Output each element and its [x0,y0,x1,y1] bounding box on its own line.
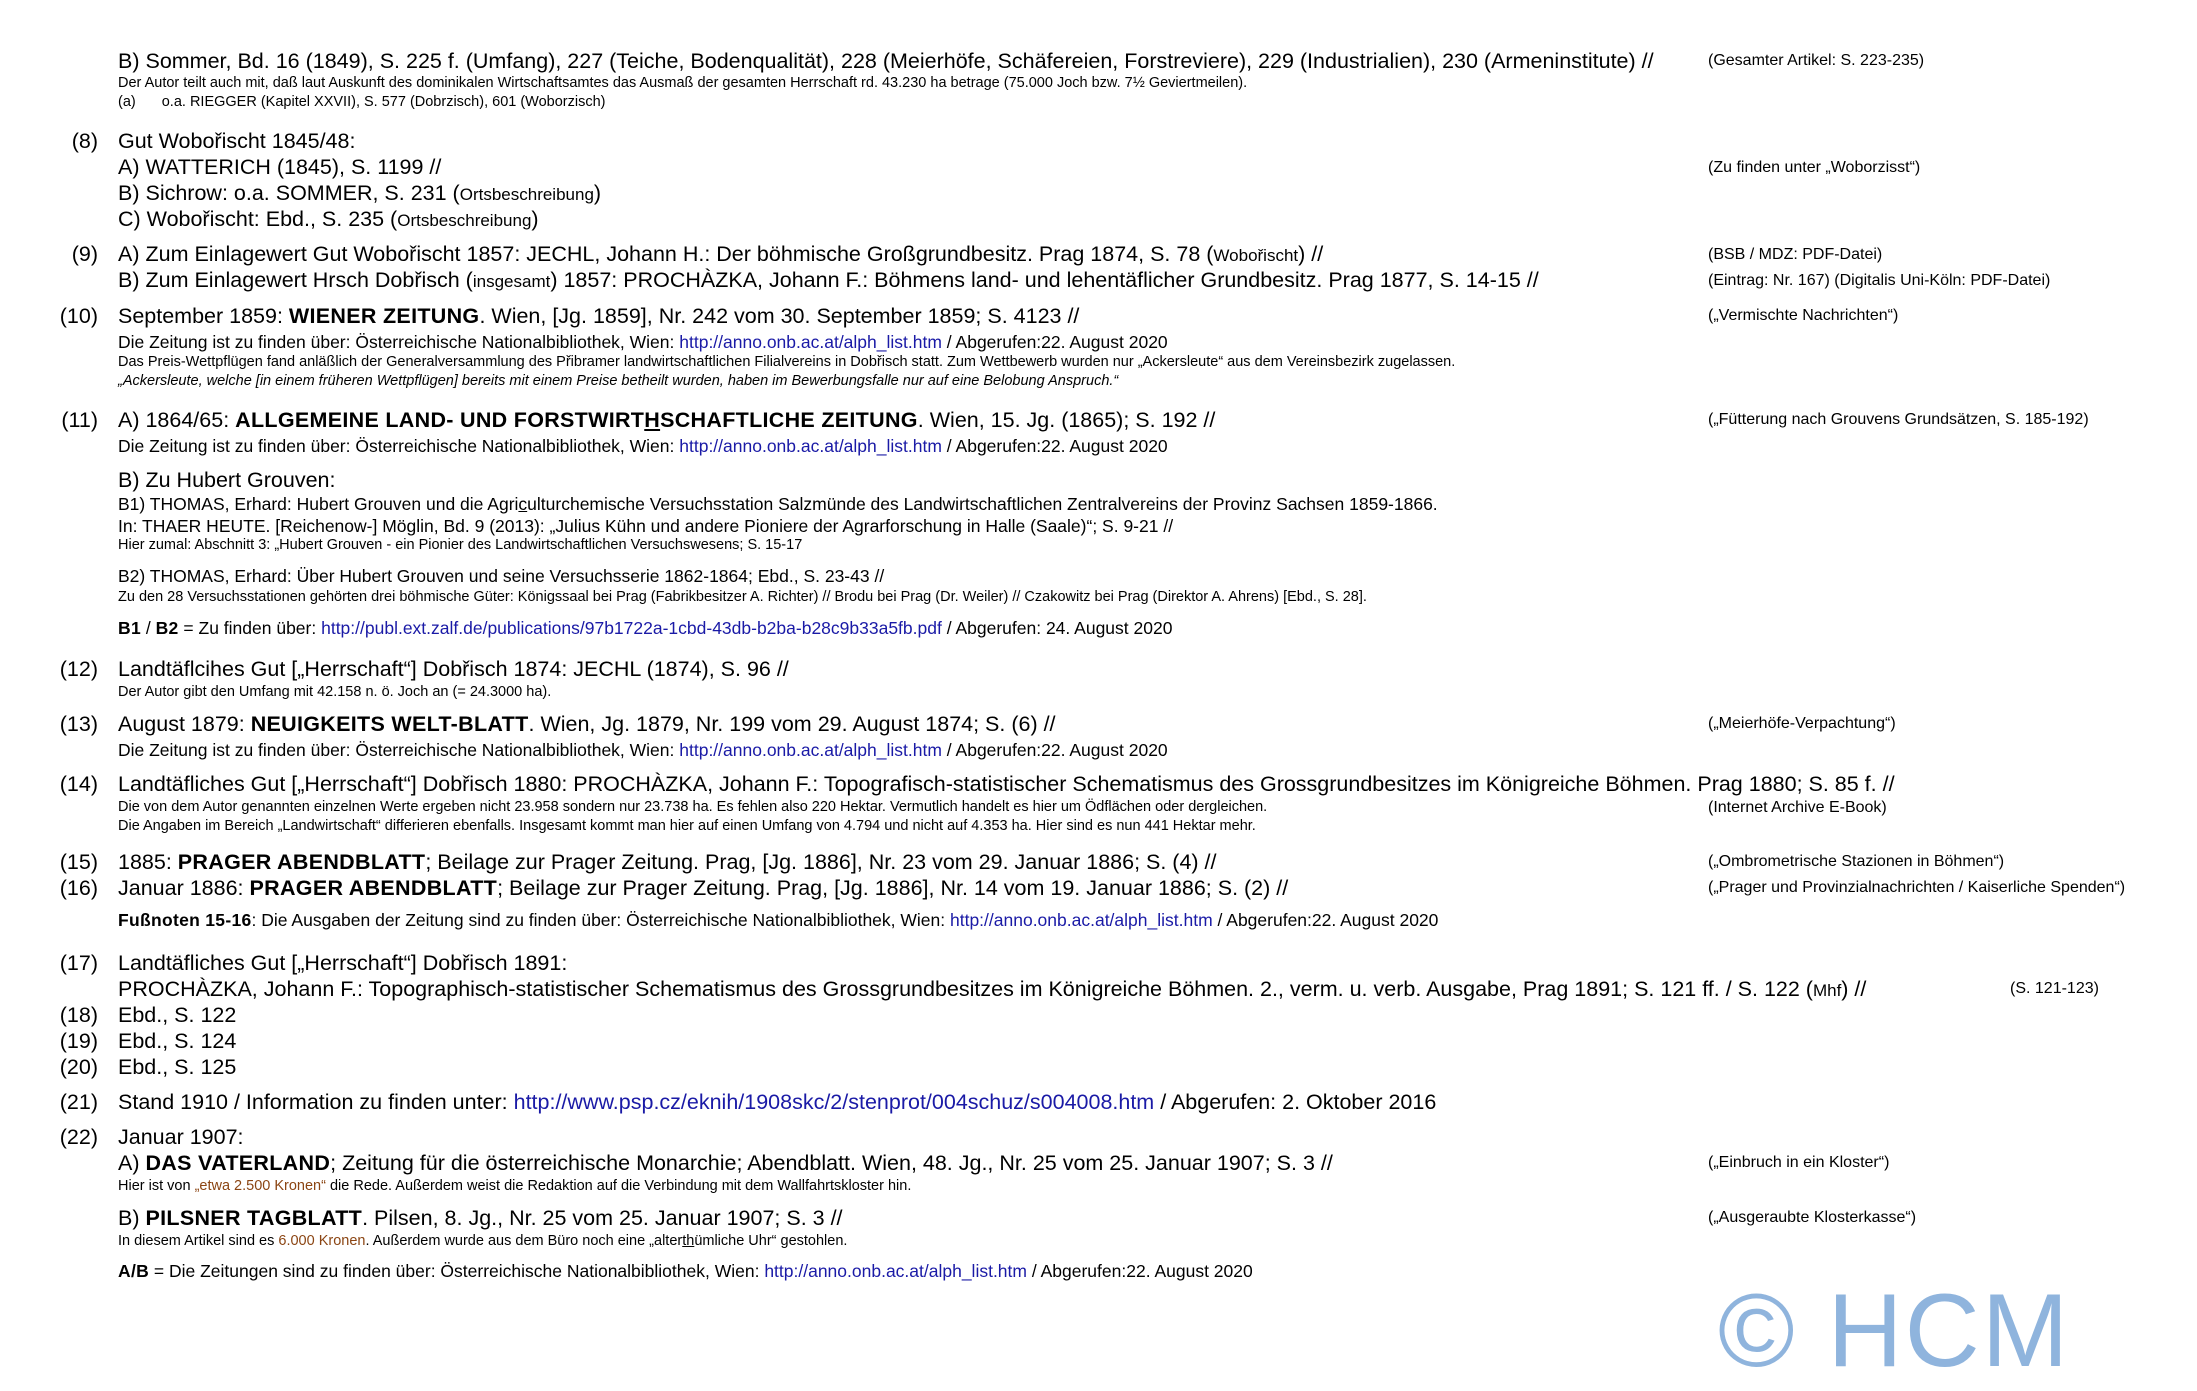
copyright-watermark: © HCM [1718,1273,2071,1389]
footnote-8-b: B) Sichrow: o.a. SOMMER, S. 231 (Ortsbeschreibung) [118,181,602,205]
footnote-13-access: Die Zeitung ist zu finden über: Österreichische Nationalbibliothek, Wien: http://anno.onb.ac.at/alph_list.htm / Abgerufen:22. August 2020 [118,740,1168,760]
anno-link[interactable]: http://anno.onb.ac.at/alph_list.htm [679,332,942,352]
footnote-8-title: Gut Wobořischt 1845/48: [118,129,356,153]
footnote-13-main: August 1879: NEUIGKEITS WELT-BLATT. Wien, Jg. 1879, Nr. 199 vom 29. August 1874; S. (6) // [118,712,1056,736]
footnote-15-note: („Ombrometrische Stazionen in Böhmen“) [1708,853,2005,870]
footnote-12-main: Landtäflcihes Gut [„Herrschaft“] Dobřisch 1874: JECHL (1874), S. 96 // [118,657,789,681]
footnote-11-access: Die Zeitung ist zu finden über: Österreichische Nationalbibliothek, Wien: http://anno.onb.ac.at/alph_list.htm / Abgerufen:22. August 2020 [118,436,1168,456]
footnote-21-main: Stand 1910 / Information zu finden unter: http://www.psp.cz/eknih/1908skc/2/stenprot/004schuz/s004008.htm / Abgerufen: 2. Oktober 2016 [118,1090,1437,1114]
footnote-22-b: B) PILSNER TAGBLATT. Pilsen, 8. Jg., Nr. 25 vom 25. Januar 1907; S. 3 // [118,1206,843,1230]
footnote-12-number: (12) [59,657,98,681]
footnote-14-sub2: Die Angaben im Bereich „Landwirtschaft“ differieren ebenfalls. Insgesamt kommt man hier auf einen Umfang von 4.794 und nicht auf 4.353 ha. Hier sind es nun 441 Hektar mehr. [118,818,1256,834]
footnote-16-note: („Prager und Provinzialnachrichten / Kaiserliche Spenden“) [1708,879,2126,896]
footnote-20-text: Ebd., S. 125 [118,1055,237,1079]
footnote-10-main: September 1859: WIENER ZEITUNG. Wien, [Jg. 1859], Nr. 242 vom 30. September 1859; S. 4123 // [118,304,1080,328]
footnote-9-note-b: (Eintrag: Nr. 167) (Digitalis Uni-Köln: PDF-Datei) [1708,272,2051,289]
footnote-8-c: C) Wobořischt: Ebd., S. 235 (Ortsbeschreibung) [118,207,539,231]
footnote-10-quote: „Ackersleute, welche [in einem früheren Wettpflügen] bereits mit einem Preise betheilt wurden, haben im Bewerbungsfalle nur auf eine Belobung Anspruch.“ [118,373,1119,389]
footnote-10-number: (10) [59,304,98,328]
footnote-18-number: (18) [59,1003,98,1027]
footnote-11-b2: B2) THOMAS, Erhard: Über Hubert Grouven und seine Versuchsserie 1862-1864; Ebd., S. 23-43 // [118,566,885,586]
footnote-22-a: A) DAS VATERLAND; Zeitung für die österreichische Monarchie; Abendblatt. Wien, 48. Jg., Nr. 25 vom 25. Januar 1907; S. 3 // [118,1151,1333,1175]
footnote-11-b1-in: In: THAER HEUTE. [Reichenow-] Möglin, Bd. 9 (2013): „Julius Kühn und andere Pioniere der Agrarforschung in Halle (Saale)“; S. 9-21 // [118,516,1174,536]
footnote-11-a: A) 1864/65: ALLGEMEINE LAND- UND FORSTWIRTHSCHAFTLICHE ZEITUNG. Wien, 15. Jg. (1865); S. 192 // [118,408,1216,432]
footnote-7-sub: Der Autor teilt auch mit, daß laut Auskunft des dominikalen Wirtschaftsamtes das Ausmaß der gesamten Herrschaft rd. 43.230 ha betrage (75.000 Joch bzw. 7½ Geviertmeilen). [118,75,1248,91]
footnote-14-sub1: Die von dem Autor genannten einzelnen Werte ergeben nicht 23.958 sondern nur 23.738 ha. Es fehlen also 220 Hektar. Vermutlich handelt es hier um Ödflächen oder dergleichen. [118,799,1268,815]
footnote-7-note: (Gesamter Artikel: S. 223-235) [1708,52,1925,69]
footnote-22-number: (22) [59,1125,98,1149]
anno-link[interactable]: http://anno.onb.ac.at/alph_list.htm [764,1261,1027,1281]
footnote-17-title: Landtäfliches Gut [„Herrschaft“] Dobřisch 1891: [118,951,568,975]
footnote-22-access: A/B = Die Zeitungen sind zu finden über: Österreichische Nationalbibliothek, Wien: http://anno.onb.ac.at/alph_list.htm / Abgerufen:22. August 2020 [118,1261,1253,1281]
footnote-8-a: A) WATTERICH (1845), S. 1199 // [118,155,442,179]
footnote-11-b2-sub: Zu den 28 Versuchsstationen gehörten drei böhmische Güter: Königssaal bei Prag (Fabrikbesitzer A. Richter) // Brodu bei Prag (Dr. Weiler) // Czakowitz bei Prag (Direktor A. Ahrens) [Ebd., S. 28]. [118,589,1367,605]
footnote-17-main: PROCHÀZKA, Johann F.: Topographisch-statistischer Schematismus des Grossgrundbesitzes im Königreiche Böhmen. 2., verm. u. verb. Ausgabe, Prag 1891; S. 121 ff. / S. 122 (Mhf) // [118,977,1867,1001]
footnote-9-a: A) Zum Einlagewert Gut Wobořischt 1857: JECHL, Johann H.: Der böhmische Großgrundbesitz. Prag 1874, S. 78 (Wobořischt) // [118,242,1324,266]
zalf-link[interactable]: http://publ.ext.zalf.de/publications/97b1722a-1cbd-43db-b2ba-b28c9b33a5fb.pdf [321,618,942,638]
psp-link[interactable]: http://www.psp.cz/eknih/1908skc/2/stenprot/004schuz/s004008.htm [513,1090,1155,1114]
footnote-12-sub: Der Autor gibt den Umfang mit 42.158 n. ö. Joch an (= 24.3000 ha). [118,684,552,700]
footnote-15-main: 1885: PRAGER ABENDBLATT; Beilage zur Prager Zeitung. Prag, [Jg. 1886], Nr. 23 vom 29. Januar 1886; S. (4) // [118,850,1217,874]
footnote-10-note: („Vermischte Nachrichten“) [1708,307,1899,324]
footnote-9-b: B) Zum Einlagewert Hrsch Dobřisch (insgesamt) 1857: PROCHÀZKA, Johann F.: Böhmens land- und lehentäflicher Grundbesitz. Prag 1877, S. 14-15 // [118,268,1539,292]
footnote-14-note: (Internet Archive E-Book) [1708,799,1887,816]
footnote-7-sub-a: (a) o.a. RIEGGER (Kapitel XXVII), S. 577 (Dobrzisch), 601 (Woborzisch) [118,94,606,110]
anno-link[interactable]: http://anno.onb.ac.at/alph_list.htm [679,436,942,456]
footnote-7-main: B) Sommer, Bd. 16 (1849), S. 225 f. (Umfang), 227 (Teiche, Bodenqualität), 228 (Meierhöfe, Schäfereien, Forstreviere), 229 (Industrialien), 230 (Armeninstitute) // [118,49,1654,73]
footnote-11-find: B1 / B2 = Zu finden über: http://publ.ext.zalf.de/publications/97b1722a-1cbd-43db-b2ba-b28c9b33a5fb.pdf / Abgerufen: 24. August 2020 [118,618,1173,638]
footnote-15-16-access: Fußnoten 15-16: Die Ausgaben der Zeitung sind zu finden über: Österreichische Nationalbibliothek, Wien: http://anno.onb.ac.at/alph_list.htm / Abgerufen:22. August 2020 [118,910,1439,930]
footnote-20-number: (20) [59,1055,98,1079]
footnote-10-access: Die Zeitung ist zu finden über: Österreichische Nationalbibliothek, Wien: http://anno.onb.ac.at/alph_list.htm / Abgerufen:22. August 2020 [118,332,1168,352]
footnote-17-number: (17) [59,951,98,975]
footnote-13-note: („Meierhöfe-Verpachtung“) [1708,715,1896,732]
footnote-8-number: (8) [71,129,98,153]
footnote-22-b-sub: In diesem Artikel sind es 6.000 Kronen. Außerdem wurde aus dem Büro noch eine „alterthümliche Uhr“ gestohlen. [118,1233,848,1249]
footnote-14-number: (14) [59,772,98,796]
footnote-13-number: (13) [59,712,98,736]
footnote-11-note: („Fütterung nach Grouvens Grundsätzen, S. 185-192) [1708,411,2089,428]
anno-link[interactable]: http://anno.onb.ac.at/alph_list.htm [949,910,1213,930]
footnote-10-sub: Das Preis-Wettpflügen fand anläßlich der Generalversammlung des Přibramer landwirtschaftlichen Filialvereins in Dobřisch statt. Zum Wettbewerb wurden nur „Ackersleute“ aus dem Vereinsbezirk zugelassen. [118,354,1456,370]
footnote-16-number: (16) [59,876,98,900]
anno-link[interactable]: http://anno.onb.ac.at/alph_list.htm [679,740,942,760]
footnote-9-note-a: (BSB / MDZ: PDF-Datei) [1708,246,1883,263]
footnote-11-b-head: B) Zu Hubert Grouven: [118,468,336,492]
footnote-15-number: (15) [59,850,98,874]
footnote-11-b1-sub: Hier zumal: Abschnitt 3: „Hubert Grouven - ein Pionier des Landwirtschaftlichen Versuchswesens; S. 15-17 [118,537,803,553]
footnote-17-note: (S. 121-123) [2010,980,2099,997]
footnote-22-note-b: („Ausgeraubte Klosterkasse“) [1708,1209,1917,1226]
footnote-16-main: Januar 1886: PRAGER ABENDBLATT; Beilage zur Prager Zeitung. Prag, [Jg. 1886], Nr. 14 vom 19. Januar 1886; S. (2) // [118,876,1289,900]
footnote-19-text: Ebd., S. 124 [118,1029,237,1053]
footnote-18-text: Ebd., S. 122 [118,1003,237,1027]
footnote-11-b1: B1) THOMAS, Erhard: Hubert Grouven und die Agriculturchemische Versuchsstation Salzmünde des Landwirtschaftlichen Zentralvereins der Provinz Sachsen 1859-1866. [118,494,1438,514]
footnote-14-main: Landtäfliches Gut [„Herrschaft“] Dobřisch 1880: PROCHÀZKA, Johann F.: Topografisch-statistischer Schematismus des Grossgrundbesitzes im Königreiche Böhmen. Prag 1880; S. 85 f. // [118,772,1895,796]
footnote-19-number: (19) [59,1029,98,1053]
footnote-22-title: Januar 1907: [118,1125,244,1149]
footnote-21-number: (21) [59,1090,98,1114]
footnote-11-number: (11) [61,408,98,432]
footnote-22-note-a: („Einbruch in ein Kloster“) [1708,1154,1890,1171]
footnote-8-note: (Zu finden unter „Woborzisst“) [1708,159,1921,176]
footnote-22-a-sub: Hier ist von „etwa 2.500 Kronen“ die Rede. Außerdem weist die Redaktion auf die Verbindung mit dem Wallfahrtskloster hin. [118,1178,912,1194]
footnote-9-number: (9) [71,242,98,266]
